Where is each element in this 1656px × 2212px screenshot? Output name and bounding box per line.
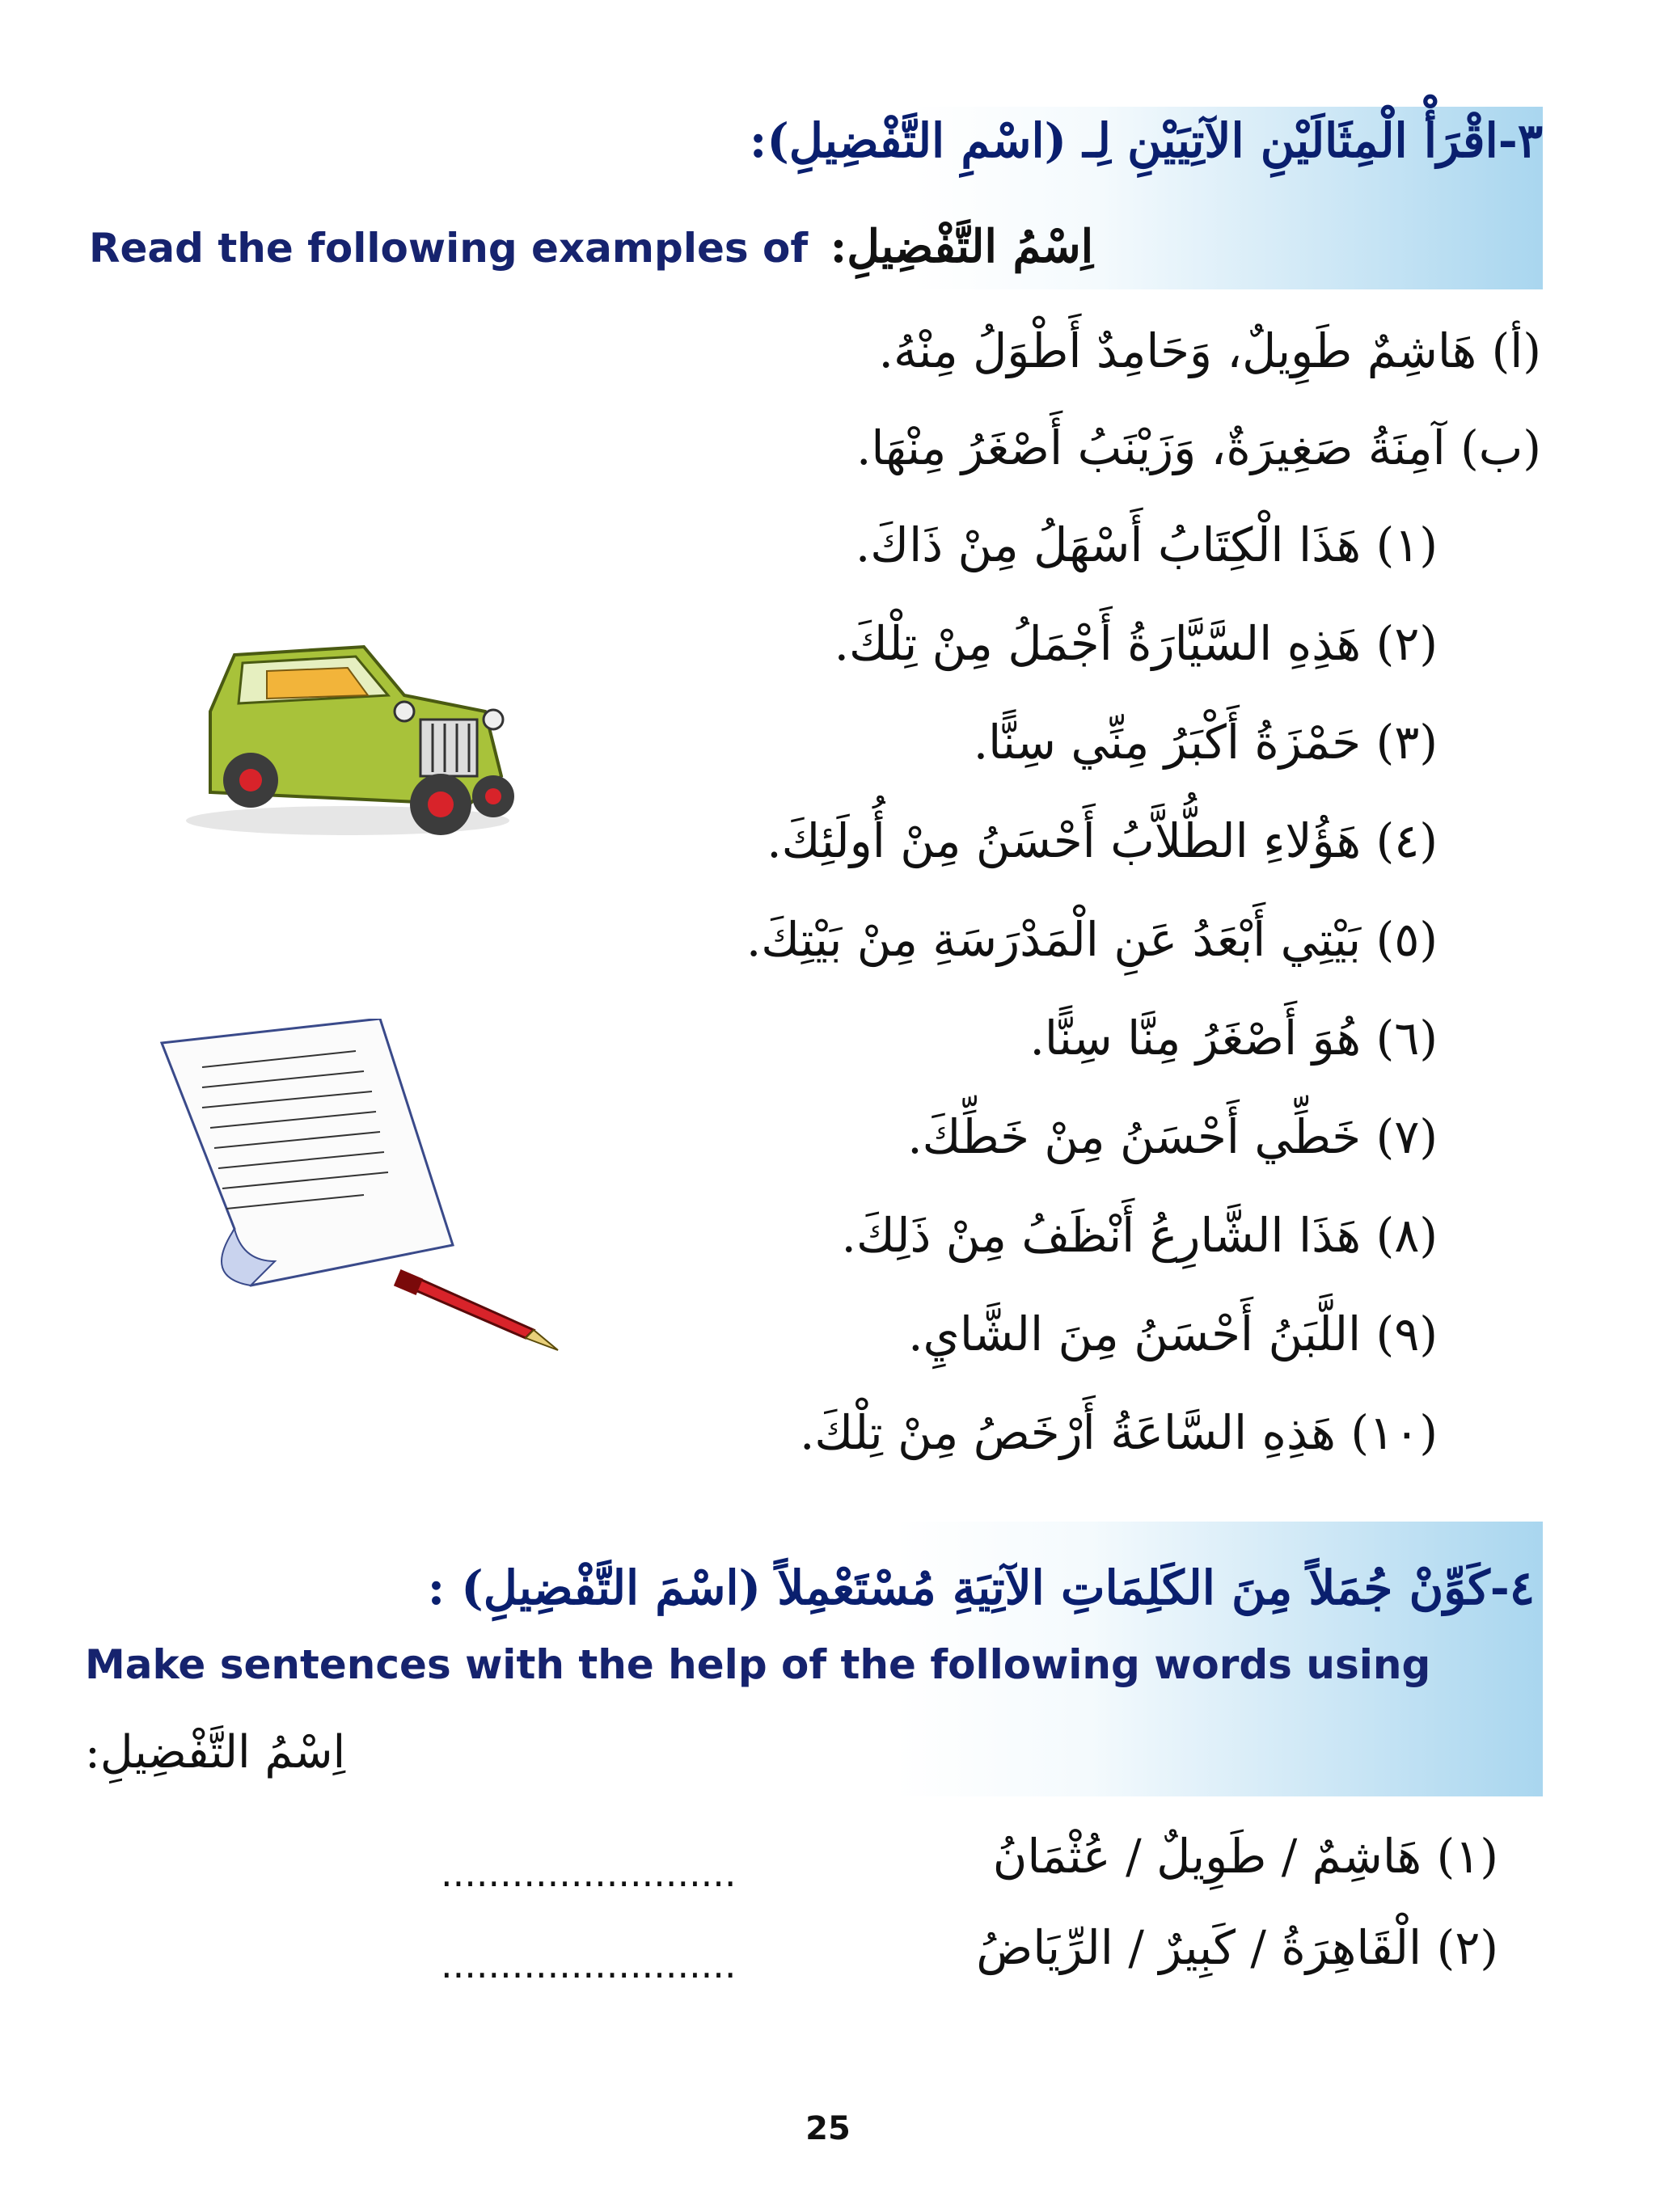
page-number: 25 (805, 2110, 851, 2147)
model-example-b: (ب) آمِنَةُ صَغِيرَةٌ، وَزَيْنَبُ أَصْغَرُ مِنْهَا. (855, 420, 1541, 475)
model-example-a: (أ) هَاشِمٌ طَوِيلٌ، وَحَامِدٌ أَطْوَلُ مِنْهُ. (878, 323, 1541, 378)
example-7: (٧) خَطِّي أَحْسَنُ مِنْ خَطِّكَ. (907, 1109, 1438, 1164)
example-6: (٦) هُوَ أَصْغَرُ مِنَّا سِنًّا. (1029, 1011, 1438, 1066)
fountain-pen-illustration (394, 1269, 558, 1350)
example-1: (١) هَذَا الْكِتَابُ أَسْهَلُ مِنْ ذَاكَ. (855, 517, 1438, 572)
item-1-answer-line[interactable]: ......................... (441, 1851, 737, 1895)
example-3: (٣) حَمْزَةُ أَكْبَرُ مِنِّي سِنًّا. (973, 715, 1438, 770)
section-3-instruction-en: Read the following examples of (89, 225, 809, 272)
item-2-answer-line[interactable]: ......................... (441, 1943, 737, 1986)
item-2-prompt: (٢) الْقَاهِرَةُ / كَبِيرٌ / الرِّيَاضُ (976, 1920, 1498, 1975)
example-8: (٨) هَذَا الشَّارِعُ أَنْظَفُ مِنْ ذَلِكَ. (841, 1208, 1438, 1263)
car-illustration (162, 614, 526, 849)
section-4-instruction-en: Make sentences with the help of the following words using (85, 1641, 1431, 1688)
example-10: (١٠) هَذِهِ السَّاعَةُ أَرْخَصُ مِنْ تِلْكَ. (800, 1405, 1438, 1460)
section-4-heading: ٤-كَوِّنْ جُمَلاً مِنَ الكَلِمَاتِ الآتِيَةِ مُسْتَعْمِلاً (اسْمَ التَّفْضِيلِ) : (427, 1560, 1535, 1615)
example-9: (٩) اللَّبَنُ أَحْسَنُ مِنَ الشَّايِ. (908, 1307, 1438, 1361)
example-2: (٢) هَذِهِ السَّيَّارَةُ أَجْمَلُ مِنْ تِلْكَ. (834, 616, 1438, 671)
section-4-instruction-ar: اِسْمُ التَّفْضِيلِ: (85, 1726, 346, 1779)
example-4: (٤) هَؤُلاءِ الطُّلاَّبُ أَحْسَنُ مِنْ أُولَئِكَ. (767, 813, 1438, 868)
section-3-instruction (89, 220, 1093, 273)
example-5: (٥) بَيْتِي أَبْعَدُ عَنِ الْمَدْرَسَةِ مِنْ بَيْتِكَ. (746, 912, 1438, 967)
letter-illustration (154, 1019, 566, 1358)
section-3-heading: ٣-اقْرَأْ الْمِثَالَيْنِ الآتِيَيْنِ لِـ (اسْمِ التَّفْضِيلِ): (749, 113, 1543, 168)
section-3-instruction-ar: اِسْمُ التَّفْضِيلِ: (830, 220, 1094, 273)
item-1-prompt: (١) هَاشِمٌ / طَوِيلٌ / عُثْمَانُ (992, 1829, 1498, 1884)
